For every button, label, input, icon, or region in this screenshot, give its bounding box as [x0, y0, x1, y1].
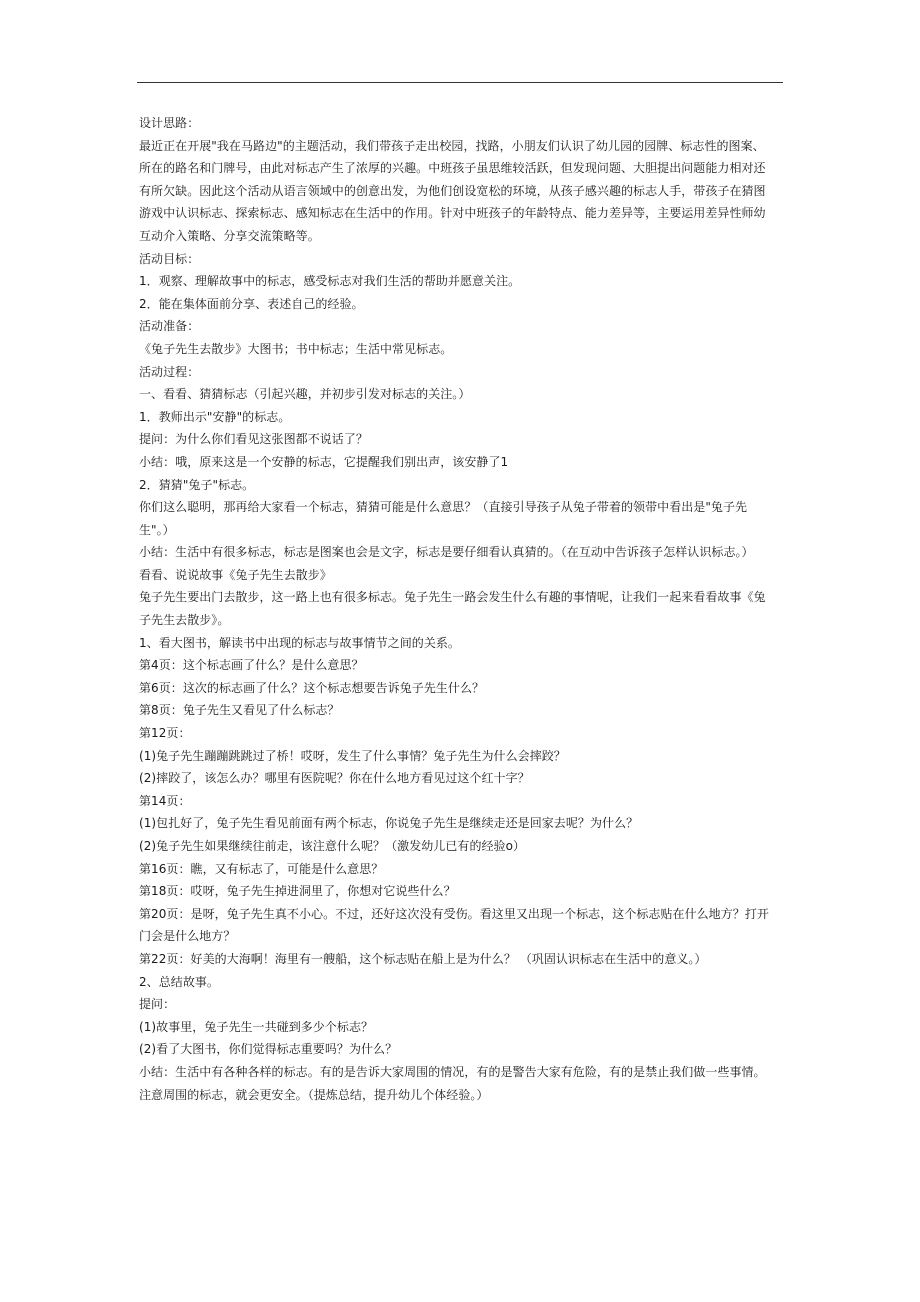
text-line: (1)包扎好了，兔子先生看见前面有两个标志，你说兔子先生是继续走还是回家去呢？为什么？ — [139, 816, 639, 831]
document-body — [139, 112, 794, 1106]
text-line: 1．教师出示"安静"的标志。 — [139, 409, 291, 424]
text-line: 小结：生活中有很多标志，标志是图案也会是文字，标志是要仔细看认真猜的。（在互动中告诉孩子怎样认识标志。） — [139, 545, 754, 560]
text-line: 提问： — [139, 997, 176, 1012]
text-line: 1、看大图书，解读书中出现的标志与故事情节之间的关系。 — [139, 635, 460, 650]
text-line: 活动过程： — [139, 364, 200, 379]
text-line: 2、总结故事。 — [139, 974, 219, 989]
text-line: 设计思路： — [139, 116, 200, 130]
text-line: 1．观察、理解故事中的标志，感受标志对我们生活的帮助并愿意关注。 — [139, 274, 521, 289]
text-line: 第16页：瞧，又有标志了，可能是什么意思？ — [139, 861, 384, 876]
text-line: 第20页：是呀，兔子先生真不小心。不过，还好这次没有受伤。看这里又出现一个标志，这个标志贴在什么地方？打开 — [139, 906, 769, 921]
text-line: (2)看了大图书，你们觉得标志重要吗？为什么？ — [139, 1042, 398, 1057]
text-line: 2．能在集体面前分享、表述自己的经验。 — [139, 296, 364, 311]
text-line: (2)摔跤了，该怎么办？哪里有医院呢？你在什么地方看见过这个红十字？ — [139, 771, 530, 786]
text-line: 2．猜猜"兔子"标志。 — [139, 477, 255, 492]
text-line: 门会是什么地方？ — [139, 929, 236, 944]
text-line: 一、看看、猜猜标志（引起兴趣，并初步引发对标志的关注。） — [139, 387, 471, 402]
text-line: 第22页：好美的大海啊！海里有一艘船，这个标志贴在船上是为什么？ （巩固认识标志在生活中的意义。） — [139, 951, 707, 966]
text-line: 《兔子先生去散步》大图书；书中标志；生活中常见标志。 — [139, 341, 453, 356]
text-line: 提问：为什么你们看见这张图都不说话了？ — [139, 432, 368, 447]
text-line: 看看、说说故事《兔子先生去散步》 — [139, 567, 332, 582]
text-line: 第6页：这次的标志画了什么？这个标志想要告诉兔子先生什么？ — [139, 680, 485, 695]
text-line: 互动介入策略、分享交流策略等。 — [139, 228, 320, 243]
text-line: (1)故事里，兔子先生一共碰到多少个标志？ — [139, 1019, 374, 1034]
text-line: 最近正在开展"我在马路边"的主题活动，我们带孩子走出校园，找路，小朋友们认识了幼儿园的园牌、标志性的图案、 — [139, 138, 765, 153]
text-line: 第18页：哎呀，兔子先生掉进洞里了，你想对它说些什么？ — [139, 884, 456, 899]
text-line: 生"。） — [139, 522, 175, 537]
text-line: 兔子先生要出门去散步，这一路上也有很多标志。兔子先生一路会发生什么有趣的事情呢，让我们一起来看看故事《兔 — [139, 590, 766, 605]
text-line: 第8页：兔子先生又看见了什么标志？ — [139, 703, 340, 718]
text-line: 活动准备： — [139, 319, 200, 334]
text-line: (1)兔子先生蹦蹦跳跳过了桥！哎呀，发生了什么事情？兔子先生为什么会摔跤？ — [139, 748, 566, 763]
text-line: 小结：生活中有各种各样的标志。有的是告诉大家周围的情况，有的是警告大家有危险，有的是禁止我们做一些事情。 — [139, 1064, 766, 1079]
text-line: 小结：哦，原来这是一个安静的标志，它提醒我们别出声，该安静了1 — [139, 454, 509, 469]
text-line: (2)兔子先生如果继续往前走，该注意什么呢？（激发幼儿已有的经验o） — [139, 839, 526, 853]
text-line: 所在的路名和门牌号，由此对标志产生了浓厚的兴趣。中班孩子虽思维较活跃，但发现问题、大胆提出问题能力相对还 — [139, 161, 766, 176]
text-line: 第14页： — [139, 793, 191, 808]
text-line: 第12页： — [139, 726, 191, 741]
header-rule — [137, 82, 783, 83]
text-line: 第4页：这个标志画了什么？是什么意思？ — [139, 658, 364, 673]
text-line: 游戏中认识标志、探索标志、感知标志在生活中的作用。针对中班孩子的年龄特点、能力差异等，主要运用差异性师幼 — [139, 206, 766, 221]
text-line: 注意周围的标志，就会更安全。（提炼总结，提升幼儿个体经验。） — [139, 1087, 489, 1102]
text-line: 活动目标： — [139, 251, 200, 266]
text-line: 子先生去散步》。 — [139, 613, 230, 628]
text-line: 你们这么聪明，那再给大家看一个标志，猜猜可能是什么意思？（直接引导孩子从兔子带着的领带中看出是"兔子先 — [139, 500, 748, 515]
text-line: 有所欠缺。因此这个活动从语言领域中的创意出发，为他们创设宽松的环境，从孩子感兴趣的标志人手，带孩子在猜图 — [139, 183, 766, 198]
